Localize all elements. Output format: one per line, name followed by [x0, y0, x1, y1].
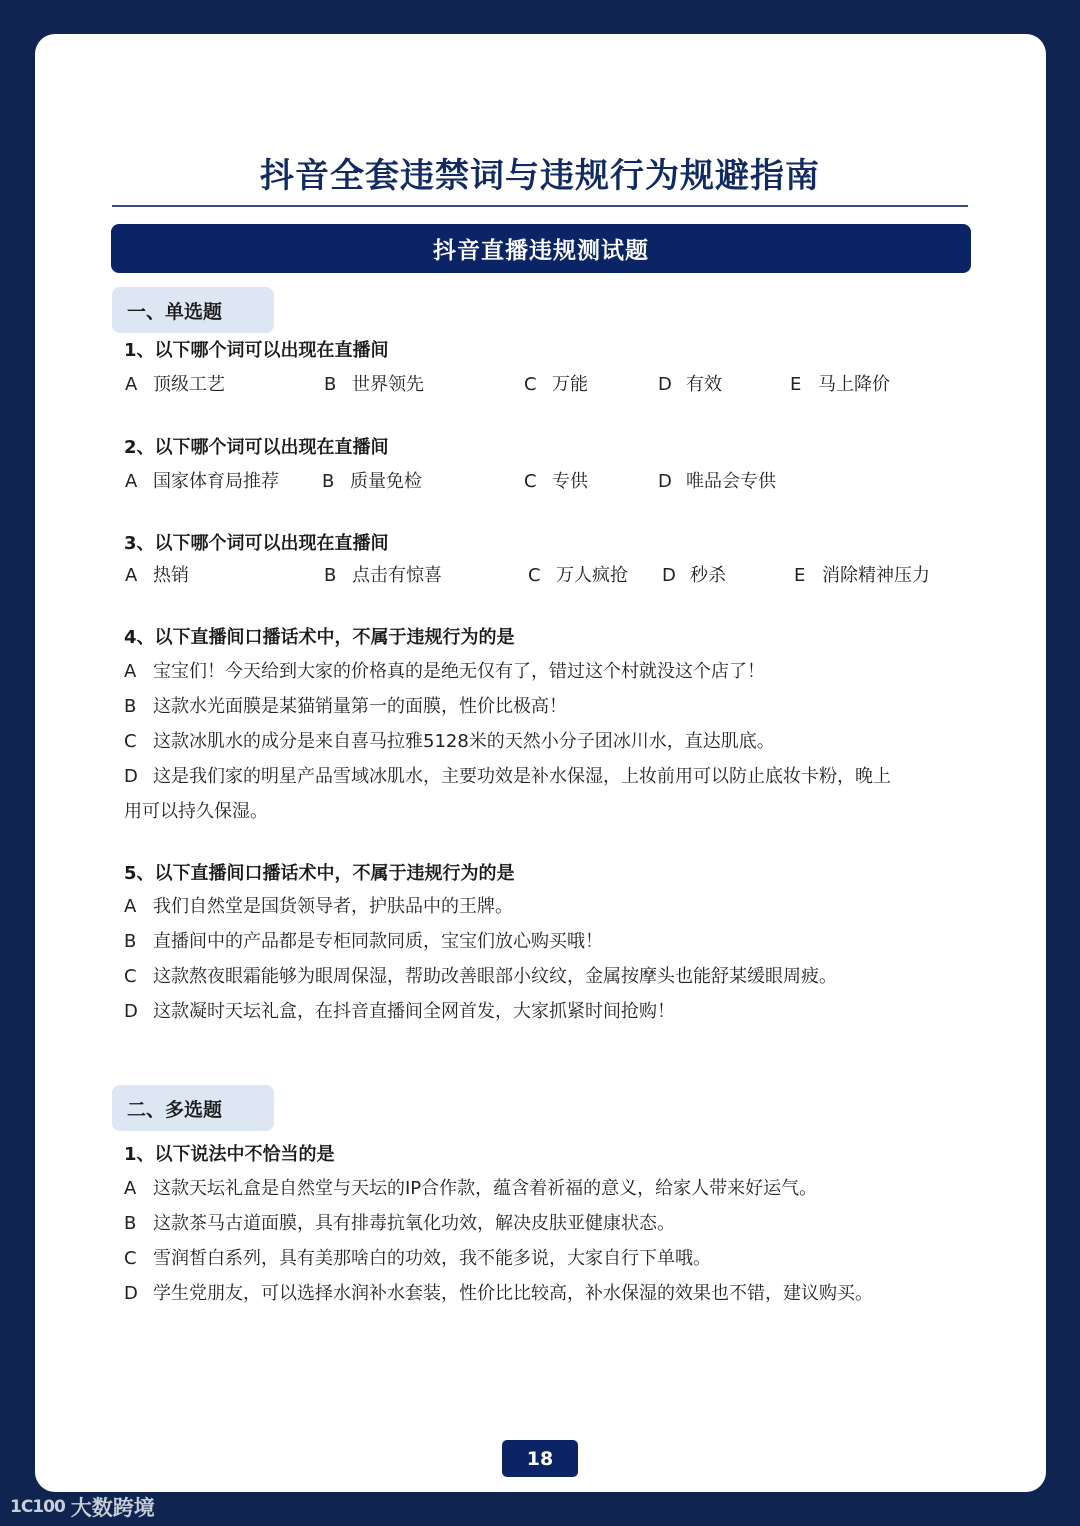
option-b: B 这款茶马古道面膜，具有排毒抗氧化功效，解决皮肤亚健康状态。 — [124, 1213, 675, 1234]
quiz-banner — [111, 224, 971, 273]
option-c: C 这款冰肌水的成分是来自喜马拉雅5128米的天然小分子团冰川水，直达肌底。 — [124, 731, 775, 752]
option-d: D 秒杀 — [662, 565, 726, 586]
option-a: A 顶级工艺 — [125, 374, 225, 395]
option-b: B 这款水光面膜是某猫销量第一的面膜，性价比极高！ — [124, 696, 567, 717]
option-c: C 雪润皙白系列，具有美那啥白的功效，我不能多说，大家自行下单哦。 — [124, 1248, 711, 1269]
option-c: C 万能 — [524, 374, 588, 395]
option-a: A 热销 — [125, 565, 189, 586]
option-a: A 宝宝们！今天给到大家的价格真的是绝无仅有了，错过这个村就没这个店了！ — [124, 661, 765, 682]
option-a: A 这款天坛礼盒是自然堂与天坛的IP合作款，蕴含着祈福的意义，给家人带来好运气。 — [124, 1178, 818, 1199]
page-number-badge — [502, 1440, 578, 1477]
question-title: 5、以下直播间口播话术中，不属于违规行为的是 — [124, 863, 515, 884]
option-d: D 学生党朋友，可以选择水润补水套装，性价比比较高，补水保湿的效果也不错，建议购买。 — [124, 1283, 873, 1304]
option-d: D 这是我们家的明星产品雪域冰肌水，主要功效是补水保湿，上妆前用可以防止底妆卡粉，晚上 — [124, 766, 891, 787]
option-d: D 有效 — [658, 374, 722, 395]
section-heading-label: 一、单选题 — [127, 300, 223, 323]
option-a: A 国家体育局推荐 — [125, 471, 279, 492]
option-d-continuation: 用可以持久保湿。 — [124, 801, 268, 822]
question-title: 4、以下直播间口播话术中，不属于违规行为的是 — [124, 627, 515, 648]
question-title: 1、以下说法中不恰当的是 — [124, 1144, 335, 1165]
option-c: C 万人疯抢 — [528, 565, 628, 586]
option-d: D 唯品会专供 — [658, 471, 776, 492]
banner-label: 抖音直播违规测试题 — [433, 238, 649, 264]
document-title: 抖音全套违禁词与违规行为规避指南 — [260, 156, 820, 196]
option-e: E 马上降价 — [790, 374, 890, 395]
watermark — [10, 1492, 155, 1522]
option-b: B 质量免检 — [322, 471, 422, 492]
option-b: B 世界领先 — [324, 374, 424, 395]
option-e: E 消除精神压力 — [794, 565, 930, 586]
section-heading-label: 二、多选题 — [127, 1098, 223, 1121]
question-title: 2、以下哪个词可以出现在直播间 — [124, 437, 389, 458]
option-c: C 这款熬夜眼霜能够为眼周保湿，帮助改善眼部小纹纹，金属按摩头也能舒某缓眼周疲。 — [124, 966, 837, 987]
option-b: B 点击有惊喜 — [324, 565, 442, 586]
title-divider — [112, 205, 968, 207]
section-heading-multiple-choice — [112, 1085, 274, 1131]
option-d: D 这款凝时天坛礼盒，在抖音直播间全网首发，大家抓紧时间抢购！ — [124, 1001, 675, 1022]
option-b: B 直播间中的产品都是专柜同款同质，宝宝们放心购买哦！ — [124, 931, 603, 952]
question-title: 3、以下哪个词可以出现在直播间 — [124, 533, 389, 554]
watermark-logo-icon: 1C100 — [10, 1497, 65, 1517]
watermark-text: 大数跨境 — [70, 1496, 155, 1520]
section-heading-single-choice — [112, 287, 274, 333]
question-title: 1、以下哪个词可以出现在直播间 — [124, 340, 389, 361]
page-number: 18 — [526, 1447, 554, 1470]
option-c: C 专供 — [524, 471, 588, 492]
option-a: A 我们自然堂是国货领导者，护肤品中的王牌。 — [124, 896, 513, 917]
